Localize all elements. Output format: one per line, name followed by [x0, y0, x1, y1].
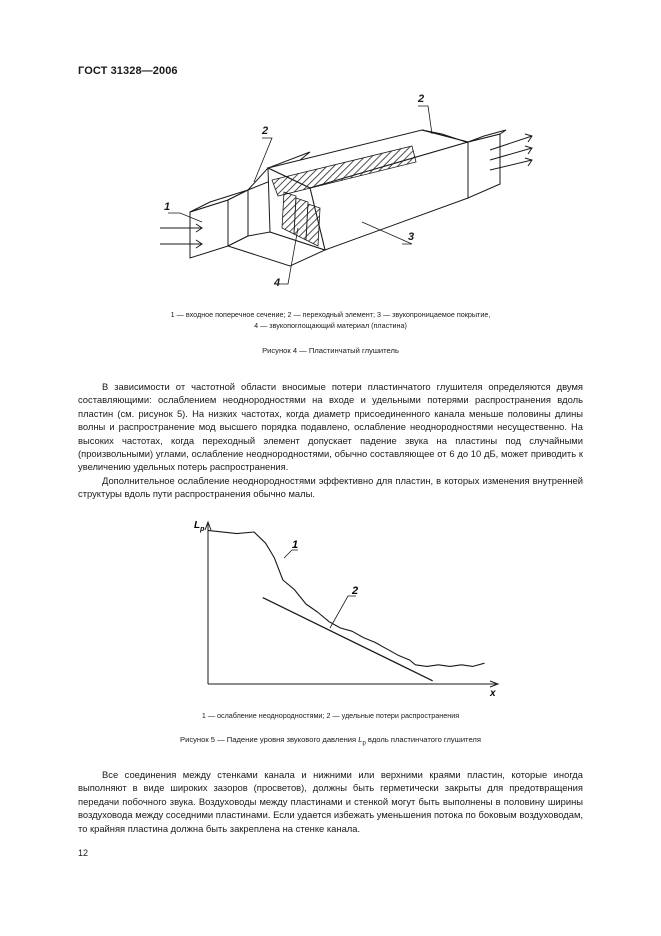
figure4-legend-line-2: 4 — звукопоглощающий материал (пластина)	[254, 321, 407, 330]
paragraph: Дополнительное ослабление неоднородностями эффективно для пластин, в которых изменения внутренней структуры вдоль пути распространения обычно малы.	[78, 474, 583, 500]
figure4-label-4: 4	[274, 277, 281, 289]
figure4-title: Рисунок 4 — Пластинчатый глушитель	[262, 346, 399, 355]
figure4-label-2-left: 2	[262, 125, 269, 137]
x-axis-label: x	[490, 688, 496, 699]
text-block-bottom	[78, 768, 583, 835]
figure4-label-1: 1	[164, 201, 171, 213]
series-2-annotation: 2	[352, 585, 359, 597]
figure4-legend	[78, 309, 583, 331]
lp-decay-chart	[180, 512, 510, 700]
paragraph: В зависимости от частотной области вносимые потери пластинчатого глушителя определяются двумя составляющими: ослаблением неоднородностями на входе и удельными потерями распространения вдоль пластин (см. рисунок 5). На низких частотах, когда диаметр присоединенного канала меньше половины длины волны и распространение мод высшего порядка подавлено, ослабление неоднородностями несущественно. На высоких частотах, когда переходный элемент допускает падение звука на пластины под случайными (произвольными) углами, ослабление неоднородностями, обычно составляющее от 6 до 10 дБ, может приводить к увеличению удельных потерь распространения.	[78, 381, 583, 473]
figure5-title: Рисунок 5 — Падение уровня звукового давления $L_p$ вдоль пластинчатого глушителя	[180, 735, 481, 747]
figure4-label-2-right: 2	[418, 93, 425, 105]
document-header: ГОСТ 31328—2006	[78, 65, 178, 77]
figure5-legend: 1 — ослабление неоднородностями; 2 — удельные потери распространения	[201, 711, 460, 720]
page-number: 12	[78, 848, 89, 858]
series-1-annotation: 1	[292, 539, 299, 551]
figure4-label-3: 3	[408, 231, 415, 243]
series-1-label	[284, 550, 298, 558]
text-block-top	[78, 380, 583, 501]
paragraph: Все соединения между стенками канала и нижними или верхними краями пластин, которые иногда выполняют в виде широких зазоров (просветов), должны быть герметически закрыты для предотвращения передачи побочного звука. Воздуховоды между пластинами и стенкой могут быть выполнены в половину ширины воздуховода между соседними пластинами. Если удается избежать уменьшения потока по боковым воздуховодам, то крайняя пластина должна быть закреплена на стенке канала.	[78, 769, 583, 834]
y-axis-label: $L_p$	[194, 520, 205, 533]
figure4-legend-line-1: 1 — входное поперечное сечение; 2 — переходный элемент; 3 — звукопроницаемое покрытие,	[170, 310, 491, 319]
series-2-label	[330, 596, 356, 628]
series-2-line	[263, 598, 433, 681]
silencer-illustration	[150, 88, 540, 298]
chart-axes	[205, 522, 498, 687]
